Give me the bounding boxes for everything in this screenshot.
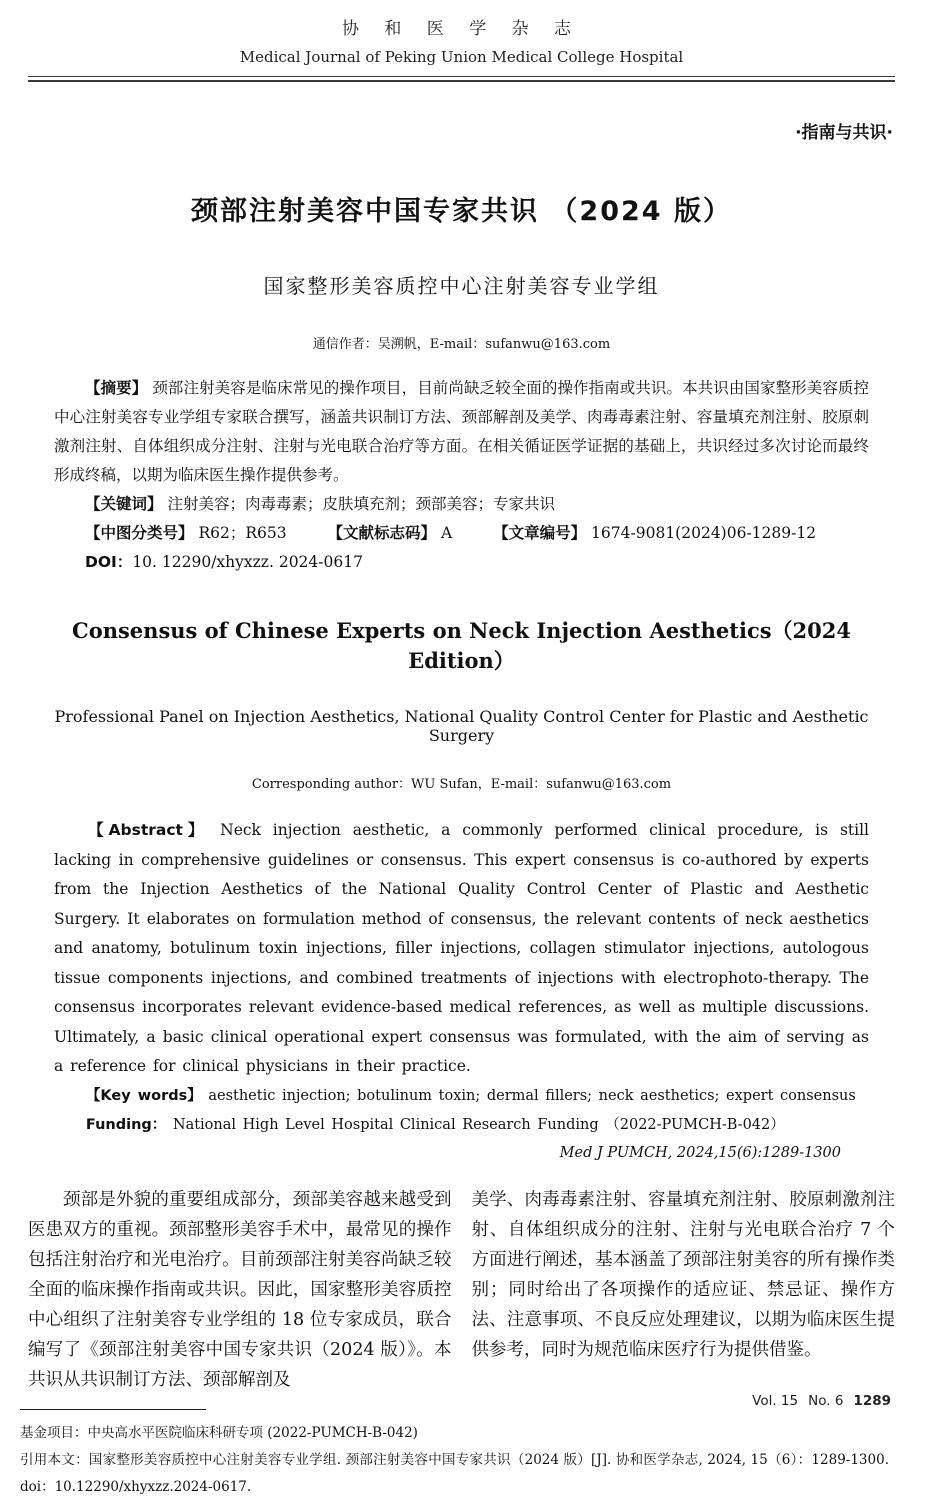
abstract-cn [54,374,869,577]
body-left-paragraph: 颈部是外貌的重要组成部分，颈部美容越来越受到医患双方的重视。颈部整形美容手术中，最常见的操作包括注射治疗和光电治疗。目前颈部注射美容尚缺乏较全面的临床操作指南或共识。因此，国家整形美容质控中心组织了注射美容专业学组的 18 位专家成员，联合编写了《颈部注射美容中国专家共识（2024 版）》。本共识从共识制订方法、颈部解剖及 [28,1189,452,1390]
keywords-cn-label: 【关键词】 [85,495,163,513]
article-title-en: Consensus of Chinese Experts on Neck Injection Aesthetics（2024 Edition） [72,618,851,673]
article-no-value: 1674-9081(2024)06-1289-12 [586,524,817,542]
doc-code-label: 【文献标志码】 [327,524,437,542]
doc-code-value: A [436,524,453,542]
journal-name-en: Medical Journal of Peking Union Medical College Hospital [239,48,684,66]
page-footer [752,1393,891,1409]
body-columns [28,1185,895,1395]
body-right-paragraph: 美学、肉毒毒素注射、容量填充剂注射、胶原刺激剂注射、自体组织成分的注射、注射与光电联合治疗 7 个方面进行阐述，基本涵盖了颈部注射美容的所有操作类别；同时给出了各项操作的适应证、禁忌证、操作方法、注意事项、不良反应处理建议，以期为临床医生提供参考，同时为规范临床医疗行为提供借鉴。 [471,1189,895,1360]
corresponding-author-cn: 通信作者：吴溯帆，E-mail：sufanwu@163.com [312,337,611,352]
abstract-en [54,816,869,1141]
clc-label: 【中图分类号】 [85,524,194,542]
author-group-en: Professional Panel on Injection Aesthetics, National Quality Control Center for Plastic and Aesthetic Surgery [54,707,869,745]
abstract-cn-label: 【摘要】 [85,379,148,397]
abstract-en-label: 【Abstract】 [88,821,209,839]
keywords-cn-text: 注射美容；肉毒毒素；皮肤填充剂；颈部美容；专家共识 [162,495,555,513]
section-tag: ·指南与共识· [795,123,893,143]
abstract-en-text: Neck injection aesthetic, a commonly performed clinical procedure, is still lacking in comprehensive guidelines or consensus. This expert consensus is co-authored by experts from the Injection Aesthetics of the National Quality Control Center of Plastic and Aesthetic Surgery. It elaborates on formulation method of consensus, the relevant contents of neck aesthetics and anatomy, botulinum toxin injections, filler injections, collagen stimulator injections, autologous tissue components injections, and combined treatments of injections with electrophoto-therapy. The consensus incorporates relevant evidence-based medical references, as well as multiple discussions. Ultimately, a basic clinical operational expert consensus was formulated, with the aim of serving as a reference for clinical physicians in their practice. [54,821,869,1075]
footer-volume: Vol. 15 [752,1393,799,1409]
abstract-cn-paragraph [54,374,869,490]
clc-value: R62；R653 [193,524,287,542]
keywords-cn [54,490,869,519]
header-double-rule [28,76,895,82]
footer-number: No. 6 [808,1393,844,1409]
corresponding-author-en: Corresponding author：WU Sufan，E-mail：sufanwu@163.com [251,777,672,792]
clc-group [85,524,287,542]
doi-line [54,548,869,577]
funding-en-label: Funding： [85,1117,167,1133]
doc-code-group [328,524,453,542]
author-group-cn: 国家整形美容质控中心注射美容专业学组 [263,274,660,298]
doi-label: DOI： [85,553,133,571]
classification-line [54,519,869,548]
citation-short: Med J PUMCH, 2024,15(6):1289-1300 [559,1144,841,1161]
funding-en [54,1111,869,1141]
footnote-citation-cn: 引用本文：国家整形美容质控中心注射美容专业学组. 颈部注射美容中国专家共识（2024 版）[J]. 协和医学杂志, 2024, 15（6）：1289-1300. doi：10.12290/xhyxzz.2024-0617. [20,1451,889,1495]
keywords-en-text: aesthetic injection; botulinum toxin; dermal fillers; neck aesthetics; expert consensus [201,1087,856,1104]
body-column-right [472,1185,896,1395]
abstract-cn-text: 颈部注射美容是临床常见的操作项目，目前尚缺乏较全面的操作指南或共识。本共识由国家整形美容质控中心注射美容专业学组专家联合撰写，涵盖共识制订方法、颈部解剖及美学、肉毒毒素注射、容量填充剂注射、胶原刺激剂注射、自体组织成分注射、注射与光电联合治疗等方面。在相关循证医学证据的基础上，共识经过多次讨论而最终形成终稿，以期为临床医生操作提供参考。 [54,379,869,484]
abstract-en-paragraph [54,816,869,1082]
article-no-group [493,524,816,542]
body-column-left [28,1185,452,1395]
journal-name-cn: 协 和 医 学 杂 志 [341,19,582,39]
footer-page-number: 1289 [853,1393,891,1409]
footnotes [20,1420,895,1501]
article-no-label: 【文章编号】 [493,524,587,542]
keywords-en-label: 【Key words】 [85,1087,202,1104]
keywords-en [54,1082,869,1112]
footnote-divider [20,1409,206,1410]
doi-value: 10. 12290/xhyxzz. 2024-0617 [132,553,363,571]
footnote-funding-cn: 基金项目：中央高水平医院临床科研专项 (2022-PUMCH-B-042) [20,1424,418,1441]
article-title-cn: 颈部注射美容中国专家共识 （2024 版） [191,196,732,227]
funding-en-text: National High Level Hospital Clinical Research Funding （2022-PUMCH-B-042） [166,1117,785,1133]
